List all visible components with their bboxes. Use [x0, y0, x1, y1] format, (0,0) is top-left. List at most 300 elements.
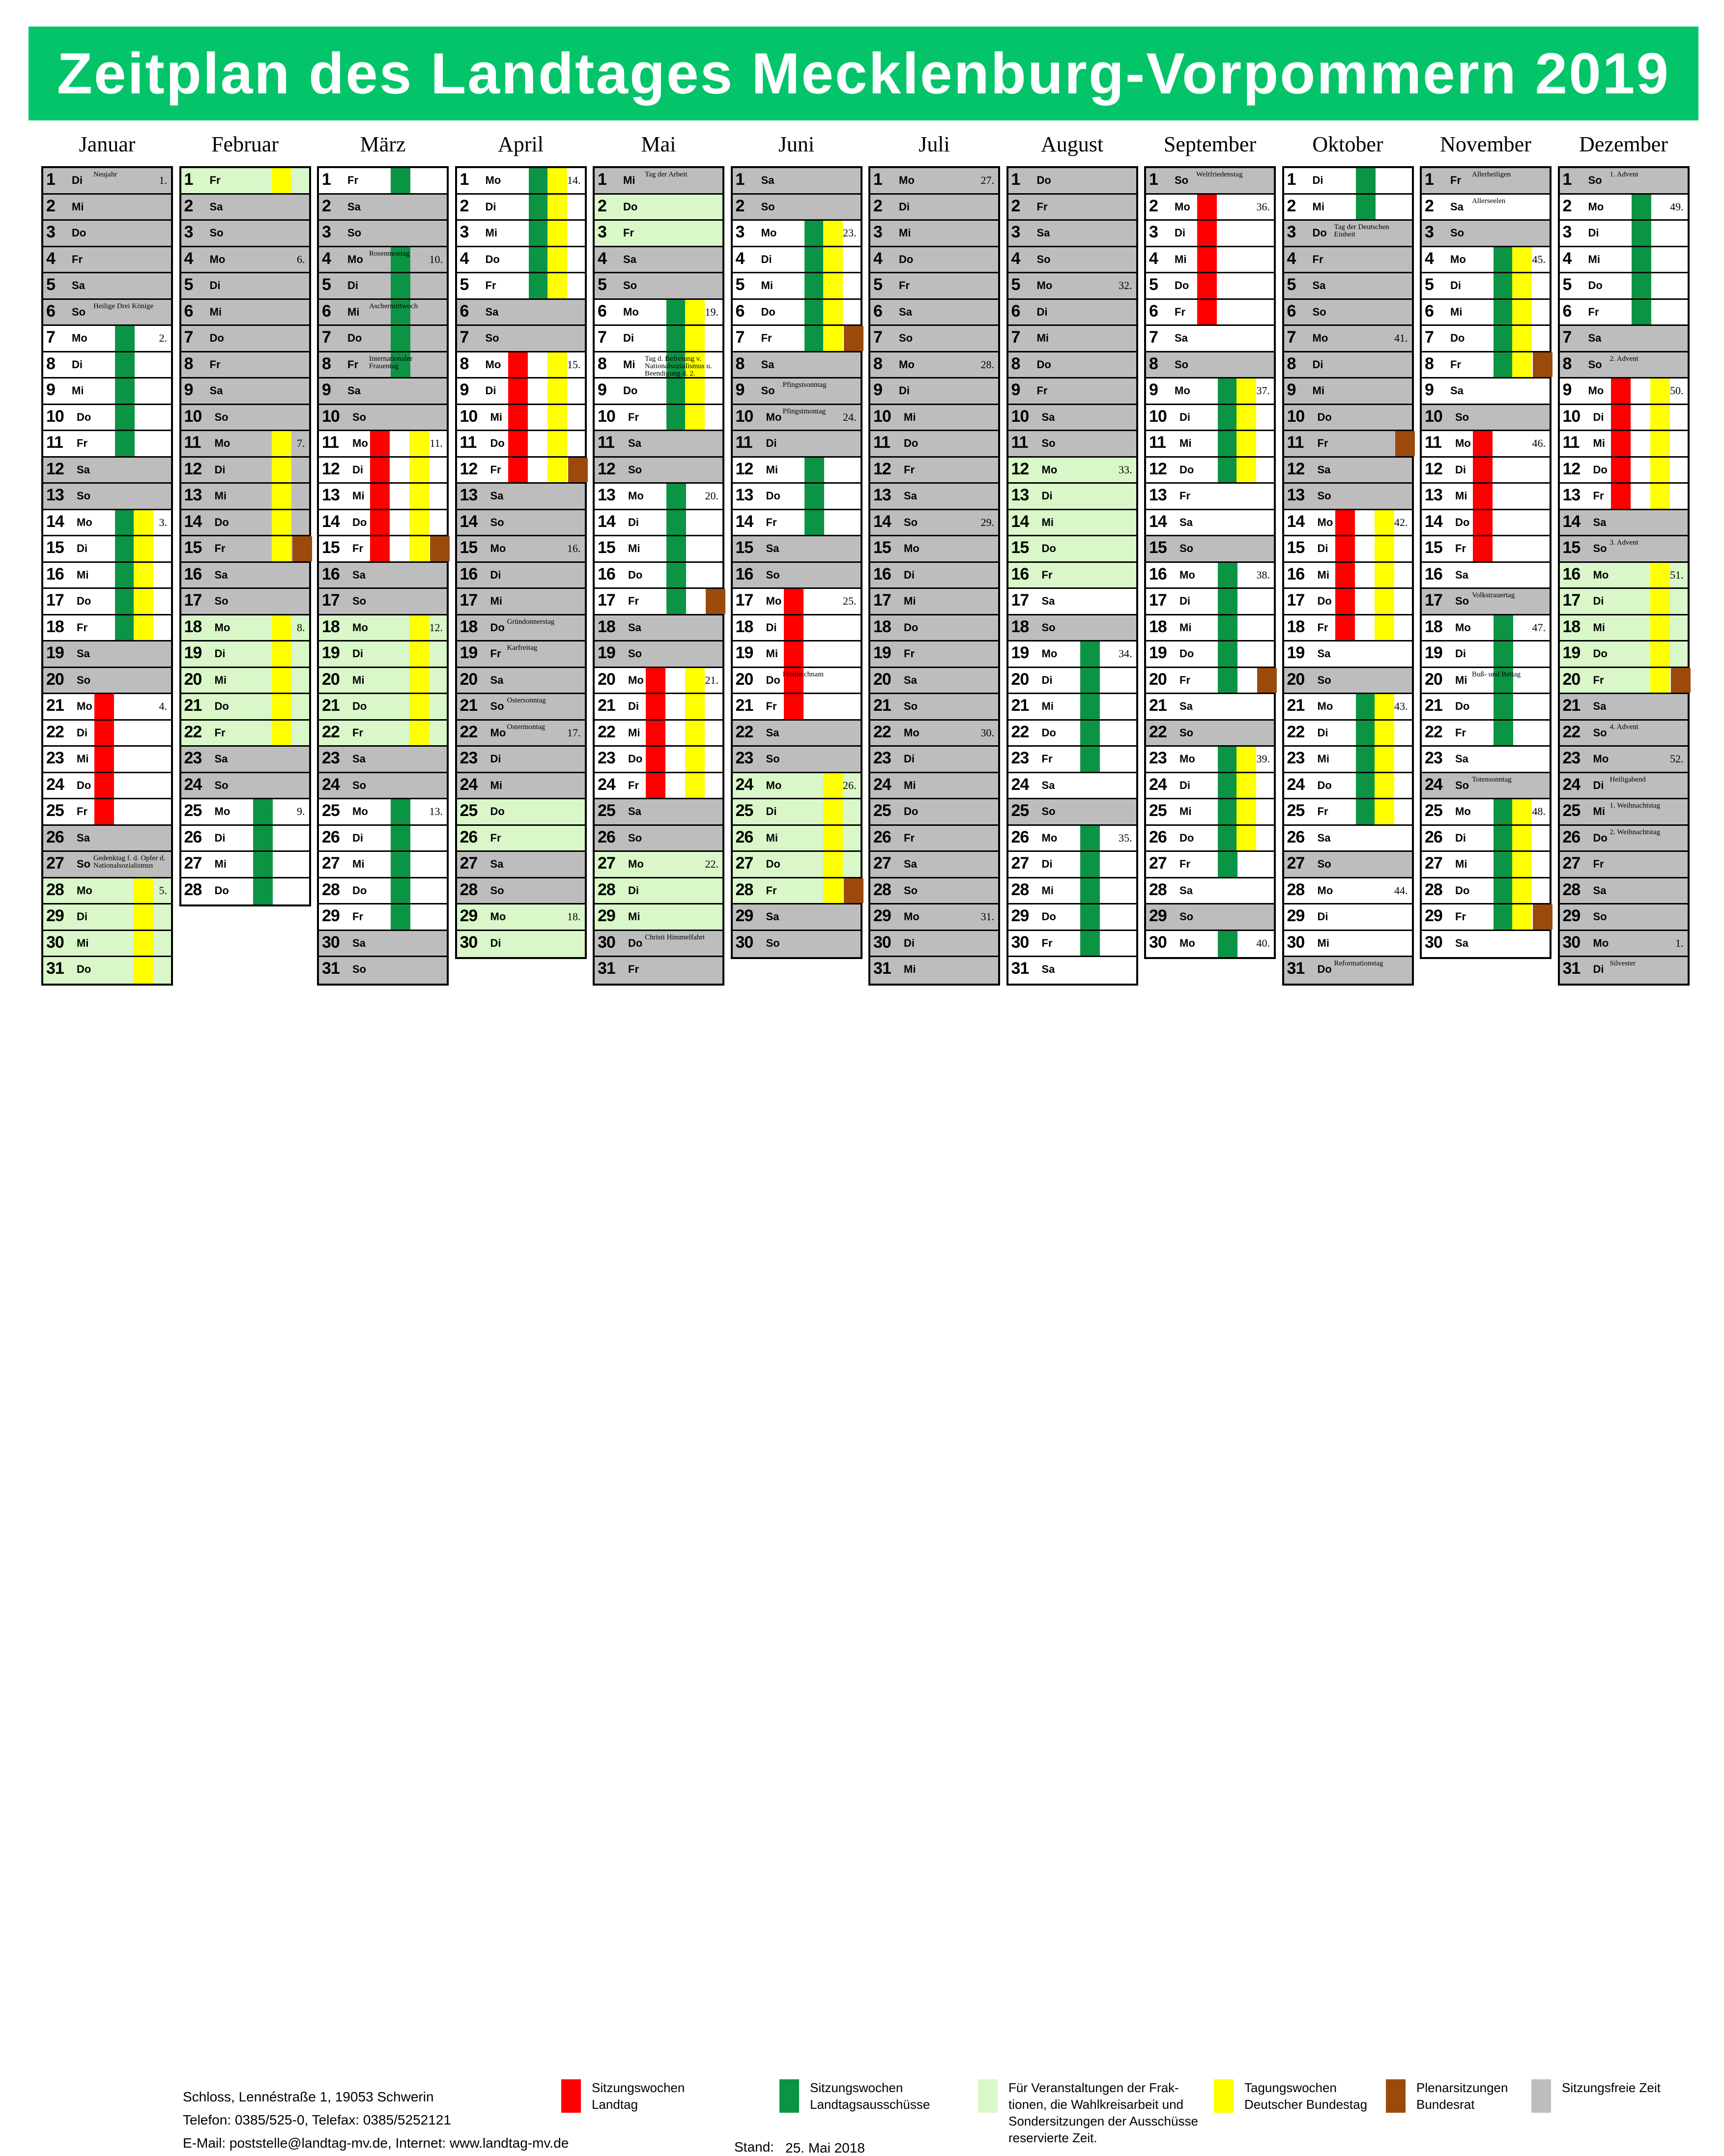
- day-number: 10: [598, 407, 615, 426]
- holiday-label: Ostersonntag: [507, 697, 546, 704]
- day-cell: [43, 484, 171, 510]
- weekday-abbr: Sa: [1179, 516, 1193, 528]
- day-number: 15: [1287, 538, 1305, 557]
- day-number: 31: [322, 959, 340, 978]
- week-number: 20.: [705, 490, 718, 502]
- day-cell: [457, 379, 585, 405]
- day-number: 21: [184, 696, 202, 715]
- legend-swatch-green: [779, 2079, 799, 2113]
- day-number: 17: [460, 591, 478, 610]
- green-mark: [1080, 878, 1100, 903]
- day-number: 6: [460, 301, 469, 320]
- holiday-label: 1. Advent: [1609, 171, 1638, 178]
- weekday-abbr: Di: [1588, 227, 1599, 239]
- weekday-abbr: So: [1593, 910, 1607, 923]
- weekday-abbr: Mo: [1317, 884, 1333, 897]
- day-number: 9: [1562, 380, 1572, 399]
- weekday-abbr: Fr: [77, 621, 87, 634]
- weekday-abbr: Sa: [352, 753, 366, 765]
- weekday-abbr: Mo: [1455, 805, 1471, 817]
- day-cell: [1008, 510, 1136, 537]
- weekday-abbr: Di: [214, 647, 226, 660]
- weekday-abbr: Di: [1455, 647, 1466, 660]
- weekday-abbr: Sa: [766, 910, 779, 923]
- weekday-abbr: Fr: [1588, 305, 1599, 318]
- day-number: 1: [1425, 170, 1434, 189]
- weekday-abbr: So: [766, 936, 780, 949]
- day-cell: [1560, 747, 1688, 773]
- weekday-abbr: So: [1593, 542, 1607, 554]
- day-number: 14: [460, 512, 478, 531]
- day-cell: [1008, 326, 1136, 352]
- day-number: 25: [322, 801, 340, 820]
- week-number: 13.: [429, 805, 443, 817]
- weekday-abbr: Mi: [1175, 253, 1187, 265]
- weekday-abbr: Do: [761, 305, 776, 318]
- green-mark: [391, 273, 410, 298]
- weekday-abbr: Di: [214, 831, 226, 844]
- day-number: 16: [735, 564, 753, 583]
- weekday-abbr: Do: [1593, 831, 1608, 844]
- day-number: 23: [873, 749, 891, 767]
- day-cell: [595, 536, 722, 563]
- weekday-abbr: So: [1317, 858, 1331, 870]
- weekday-abbr: Sa: [1179, 700, 1193, 712]
- day-number: 10: [460, 407, 478, 426]
- day-number: 19: [735, 643, 753, 662]
- day-cell: [1146, 379, 1274, 405]
- green-mark: [1218, 379, 1237, 404]
- day-cell: [43, 799, 171, 826]
- green-mark: [805, 273, 824, 298]
- day-number: 18: [322, 617, 340, 636]
- weekday-abbr: Mi: [352, 490, 365, 502]
- weekday-abbr: So: [628, 831, 642, 844]
- day-cell: [457, 431, 585, 458]
- weekday-abbr: So: [490, 700, 504, 712]
- day-cell: [870, 273, 998, 300]
- day-cell: [1146, 168, 1274, 195]
- day-cell: [457, 799, 585, 826]
- day-cell: [733, 931, 861, 958]
- yellow-mark: [547, 195, 567, 220]
- holiday-label: Gründonnerstag: [507, 617, 555, 626]
- day-number: 27: [1011, 854, 1029, 873]
- day-number: 18: [735, 617, 753, 636]
- day-cell: [1284, 904, 1412, 931]
- yellow-mark: [1375, 589, 1394, 614]
- day-cell: [1008, 536, 1136, 563]
- day-cell: [1422, 352, 1550, 379]
- holiday-label: Heilige Drei Könige: [93, 302, 154, 310]
- red-mark: [1611, 484, 1631, 509]
- day-number: 11: [460, 433, 477, 452]
- day-number: 22: [184, 722, 202, 741]
- weekday-abbr: Sa: [628, 621, 641, 634]
- yellow-mark: [547, 273, 567, 298]
- weekday-abbr: Mo: [1317, 516, 1333, 528]
- day-number: 23: [1287, 749, 1305, 767]
- weekday-abbr: Sa: [1455, 568, 1468, 581]
- week-number: 30.: [980, 726, 994, 739]
- red-mark: [94, 694, 114, 719]
- day-number: 2: [598, 196, 606, 215]
- weekday-abbr: Mi: [623, 174, 635, 186]
- day-cell: [319, 195, 447, 221]
- day-cell: [595, 379, 722, 405]
- green-mark: [1494, 721, 1513, 746]
- day-number: 13: [322, 486, 340, 504]
- green-mark: [1080, 931, 1100, 956]
- day-number: 13: [1287, 486, 1305, 504]
- day-number: 25: [460, 801, 478, 820]
- day-cell: [1146, 931, 1274, 958]
- day-cell: [1284, 721, 1412, 747]
- day-cell: [1284, 668, 1412, 695]
- day-number: 17: [735, 591, 753, 610]
- day-number: 1: [1287, 170, 1296, 189]
- weekday-abbr: Di: [766, 805, 777, 817]
- weekday-abbr: Sa: [904, 490, 917, 502]
- day-number: 11: [1287, 433, 1304, 452]
- day-cell: [1146, 721, 1274, 747]
- day-number: 27: [1425, 854, 1442, 873]
- day-cell: [43, 878, 171, 905]
- day-number: 18: [1287, 617, 1305, 636]
- brown-mark: [292, 536, 312, 561]
- day-cell: [733, 300, 861, 326]
- yellow-mark: [1650, 563, 1670, 588]
- day-cell: [457, 458, 585, 484]
- weekday-abbr: So: [766, 568, 780, 581]
- day-number: 29: [322, 906, 340, 925]
- day-cell: [870, 352, 998, 379]
- day-number: 21: [1011, 696, 1029, 715]
- holiday-label: Internationaler Frauentag: [369, 354, 413, 370]
- month-name: Februar: [211, 132, 279, 156]
- day-cell: [870, 458, 998, 484]
- day-number: 11: [1562, 433, 1580, 452]
- day-number: 7: [735, 328, 745, 347]
- day-number: 1: [873, 170, 882, 189]
- day-number: 7: [322, 328, 331, 347]
- yellow-mark: [1650, 668, 1670, 693]
- yellow-mark: [823, 799, 843, 824]
- yellow-mark: [272, 721, 291, 746]
- weekday-abbr: Sa: [1593, 700, 1607, 712]
- weekday-abbr: So: [1036, 253, 1051, 265]
- weekday-abbr: Mo: [1036, 279, 1053, 291]
- weekday-abbr: Do: [209, 332, 224, 344]
- weekday-abbr: Do: [490, 621, 505, 634]
- day-cell: [181, 747, 309, 773]
- green-mark: [529, 273, 548, 298]
- day-number: 13: [598, 486, 615, 504]
- day-number: 19: [1425, 643, 1442, 662]
- holiday-label: Aschermittwoch: [369, 302, 418, 310]
- day-number: 12: [46, 459, 64, 478]
- day-cell: [1560, 352, 1688, 379]
- weekday-abbr: Mo: [1588, 200, 1604, 213]
- weekday-abbr: Mi: [77, 568, 89, 581]
- weekday-abbr: Do: [214, 700, 229, 712]
- weekday-abbr: Mi: [628, 910, 640, 923]
- week-number: 25.: [843, 595, 857, 607]
- day-number: 3: [184, 223, 193, 241]
- month-box-februar: [179, 166, 311, 906]
- day-cell: [870, 641, 998, 668]
- day-number: 27: [1149, 854, 1167, 873]
- day-number: 28: [184, 880, 202, 899]
- day-cell: [457, 405, 585, 432]
- day-cell: [457, 221, 585, 247]
- day-number: 23: [322, 749, 340, 767]
- day-number: 18: [598, 617, 615, 636]
- green-mark: [1494, 799, 1513, 824]
- weekday-abbr: Mi: [1593, 805, 1605, 817]
- weekday-abbr: Fr: [490, 647, 501, 660]
- day-number: 30: [598, 932, 615, 952]
- week-number: 26.: [843, 779, 857, 791]
- green-mark: [1494, 904, 1513, 930]
- day-number: 30: [1011, 932, 1029, 952]
- weekday-abbr: Sa: [490, 490, 504, 502]
- weekday-abbr: Di: [1175, 227, 1185, 239]
- day-cell: [457, 852, 585, 878]
- weekday-abbr: So: [623, 279, 637, 291]
- red-mark: [646, 773, 665, 798]
- day-number: 3: [322, 223, 331, 241]
- day-cell: [43, 747, 171, 773]
- yellow-mark: [409, 510, 429, 535]
- day-cell: [1560, 773, 1688, 800]
- yellow-mark: [685, 326, 705, 351]
- green-mark: [529, 168, 548, 193]
- brown-mark: [1257, 668, 1277, 693]
- red-mark: [1197, 273, 1217, 298]
- day-cell: [319, 484, 447, 510]
- red-mark: [94, 747, 114, 772]
- weekday-abbr: Do: [1593, 647, 1608, 660]
- day-cell: [319, 563, 447, 589]
- day-cell: [1422, 431, 1550, 458]
- day-cell: [181, 510, 309, 537]
- green-mark: [529, 247, 548, 272]
- green-mark: [1494, 300, 1513, 325]
- weekday-abbr: Do: [1317, 779, 1332, 791]
- yellow-mark: [134, 589, 153, 614]
- red-mark: [1335, 563, 1355, 588]
- day-number: 26: [1287, 827, 1305, 846]
- weekday-abbr: Mi: [628, 542, 640, 554]
- weekday-abbr: Mo: [904, 542, 919, 554]
- day-number: 6: [1011, 301, 1020, 320]
- stand-date: 25. Mai 2018: [785, 2140, 865, 2156]
- day-cell: [181, 221, 309, 247]
- day-cell: [181, 326, 309, 352]
- weekday-abbr: So: [77, 490, 91, 502]
- weekday-abbr: Fr: [1041, 936, 1053, 949]
- day-cell: [1284, 931, 1412, 958]
- weekday-abbr: Do: [490, 437, 505, 449]
- day-number: 4: [184, 249, 193, 268]
- week-number: 22.: [705, 858, 718, 870]
- day-cell: [319, 773, 447, 800]
- day-number: 18: [1562, 617, 1580, 636]
- day-number: 12: [735, 459, 753, 478]
- yellow-mark: [547, 431, 567, 456]
- weekday-abbr: So: [1179, 726, 1194, 739]
- day-number: 15: [873, 538, 891, 557]
- day-number: 27: [1287, 854, 1305, 873]
- green-mark: [666, 405, 686, 430]
- legend-label: Für Veranstaltungen der Frak- tionen, die Wahlkreisarbeit und Sondersitzungen der Ausschüsse reservierte Zeit.: [1008, 2080, 1198, 2145]
- red-mark: [370, 431, 390, 456]
- weekday-abbr: Di: [899, 384, 910, 397]
- day-number: 25: [1287, 801, 1305, 820]
- green-mark: [1494, 326, 1513, 351]
- day-cell: [1008, 615, 1136, 642]
- day-cell: [1422, 247, 1550, 274]
- day-number: 8: [1425, 354, 1434, 373]
- weekday-abbr: Do: [766, 858, 780, 870]
- weekday-abbr: Mi: [1455, 490, 1467, 502]
- day-number: 16: [1149, 564, 1167, 583]
- day-cell: [457, 641, 585, 668]
- weekday-abbr: Di: [1593, 963, 1604, 975]
- email-line: E-Mail: poststelle@landtag-mv.de, Internet: www.landtag-mv.de: [183, 2135, 569, 2151]
- day-number: 10: [873, 407, 891, 426]
- brown-mark: [706, 589, 725, 614]
- week-number: 36.: [1256, 200, 1270, 213]
- day-number: 9: [46, 380, 55, 399]
- day-number: 24: [46, 775, 64, 794]
- day-cell: [733, 589, 861, 615]
- day-number: 7: [873, 328, 882, 347]
- page-title: Zeitplan des Landtages Mecklenburg-Vorpommern 2019: [57, 41, 1670, 106]
- red-mark: [508, 458, 528, 483]
- green-mark: [115, 405, 135, 430]
- weekday-abbr: So: [1455, 595, 1469, 607]
- day-number: 13: [1011, 486, 1029, 504]
- day-number: 25: [1011, 801, 1029, 820]
- day-cell: [319, 168, 447, 195]
- day-number: 4: [1425, 249, 1434, 268]
- day-number: 22: [1287, 722, 1305, 741]
- yellow-mark: [685, 668, 705, 693]
- month-name: Juli: [919, 132, 950, 156]
- day-number: 2: [46, 196, 55, 215]
- green-mark: [1080, 721, 1100, 746]
- day-cell: [595, 957, 722, 984]
- weekday-abbr: Mo: [766, 410, 782, 423]
- day-cell: [1422, 326, 1550, 352]
- day-cell: [1008, 694, 1136, 721]
- weekday-abbr: Fr: [490, 463, 501, 476]
- weekday-abbr: Do: [1588, 279, 1603, 291]
- day-cell: [1284, 747, 1412, 773]
- day-cell: [870, 168, 998, 195]
- weekday-abbr: Fr: [1455, 910, 1466, 923]
- day-cell: [319, 878, 447, 905]
- day-cell: [1422, 458, 1550, 484]
- day-number: 16: [1287, 564, 1305, 583]
- day-cell: [595, 431, 722, 458]
- day-cell: [457, 747, 585, 773]
- weekday-abbr: Do: [1036, 174, 1051, 186]
- day-cell: [319, 747, 447, 773]
- day-number: 7: [1011, 328, 1020, 347]
- day-number: 29: [1425, 906, 1442, 925]
- holiday-label: Volkstrauertag: [1472, 591, 1515, 599]
- day-cell: [1146, 326, 1274, 352]
- weekday-abbr: Fr: [1179, 858, 1190, 870]
- day-cell: [43, 536, 171, 563]
- day-number: 4: [46, 249, 55, 268]
- yellow-mark: [272, 510, 291, 535]
- day-cell: [319, 221, 447, 247]
- weekday-abbr: Do: [214, 516, 229, 528]
- day-number: 10: [735, 407, 753, 426]
- weekday-abbr: Mi: [1450, 305, 1463, 318]
- month-name: Mai: [641, 132, 676, 156]
- week-number: 40.: [1256, 936, 1270, 949]
- day-cell: [870, 826, 998, 852]
- month-name: November: [1440, 132, 1531, 156]
- day-cell: [870, 431, 998, 458]
- day-number: 12: [322, 459, 340, 478]
- day-cell: [1560, 247, 1688, 274]
- day-number: 26: [46, 827, 64, 846]
- green-mark: [1494, 247, 1513, 272]
- day-number: 7: [1562, 328, 1572, 347]
- day-number: 1: [1562, 170, 1572, 189]
- day-cell: [595, 326, 722, 352]
- weekday-abbr: So: [1041, 621, 1056, 634]
- day-cell: [319, 379, 447, 405]
- day-number: 23: [460, 749, 478, 767]
- weekday-abbr: Do: [352, 516, 367, 528]
- green-mark: [115, 431, 135, 456]
- day-number: 10: [184, 407, 202, 426]
- day-cell: [1422, 484, 1550, 510]
- day-number: 6: [1425, 301, 1434, 320]
- day-number: 11: [1425, 433, 1441, 452]
- day-cell: [43, 405, 171, 432]
- yellow-mark: [134, 563, 153, 588]
- week-number: 2.: [159, 332, 167, 344]
- day-number: 14: [1011, 512, 1029, 531]
- weekday-abbr: So: [761, 384, 775, 397]
- day-number: 26: [873, 827, 891, 846]
- day-number: 14: [735, 512, 753, 531]
- weekday-abbr: Mo: [1455, 437, 1471, 449]
- day-cell: [1146, 300, 1274, 326]
- weekday-abbr: So: [904, 516, 918, 528]
- holiday-label: Christi Himmelfahrt: [645, 933, 705, 941]
- day-number: 28: [460, 880, 478, 899]
- weekday-abbr: Di: [352, 463, 363, 476]
- day-cell: [181, 826, 309, 852]
- weekday-abbr: Di: [1179, 595, 1190, 607]
- day-cell: [43, 773, 171, 800]
- calendar-grid: [0, 0, 1724, 1032]
- day-number: 4: [598, 249, 606, 268]
- red-mark: [784, 641, 804, 667]
- day-number: 28: [735, 880, 753, 899]
- weekday-abbr: Fr: [1179, 673, 1190, 686]
- day-number: 15: [184, 538, 202, 557]
